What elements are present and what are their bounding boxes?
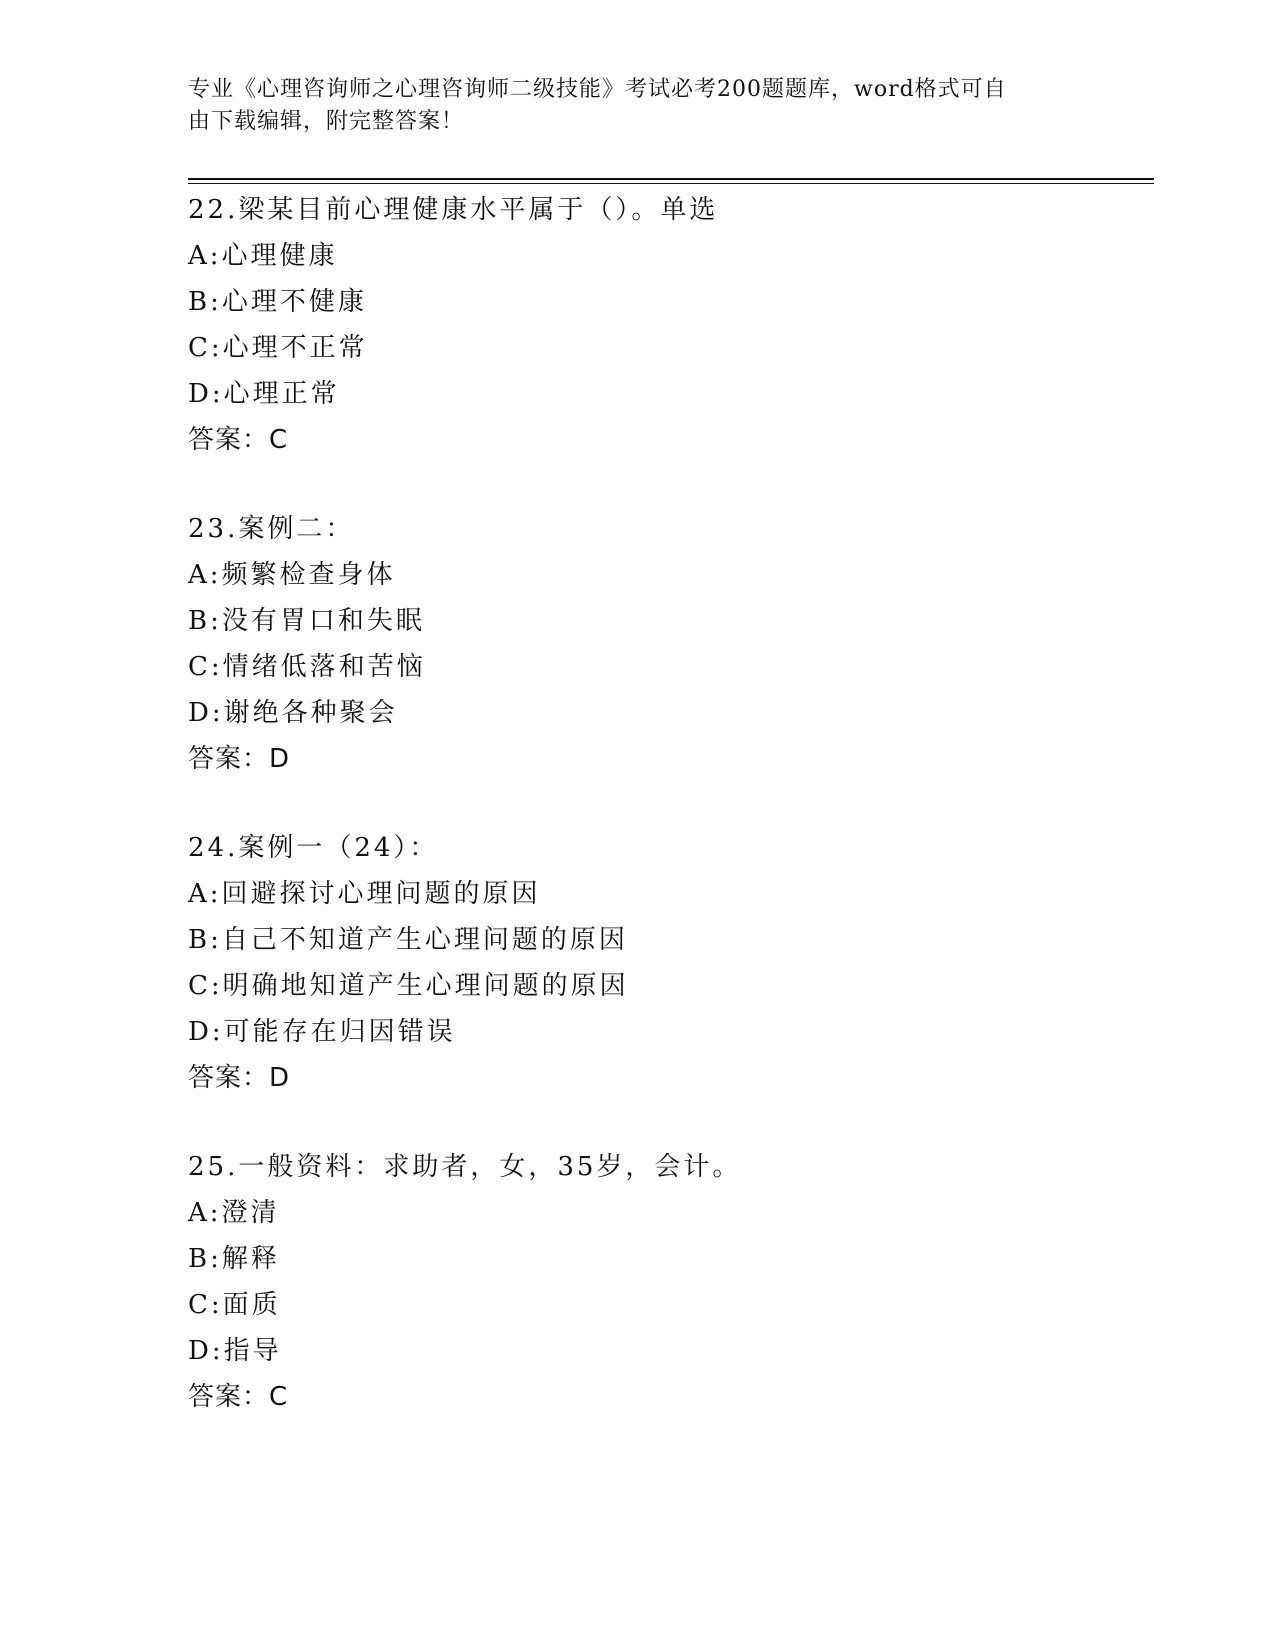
question-stem: 25.一般资料：求助者，女，35岁，会计。 xyxy=(188,1152,742,1182)
option-d: D:心理正常 xyxy=(188,379,340,409)
question-25 xyxy=(188,1144,1154,1420)
option-a: A:心理健康 xyxy=(188,241,338,271)
option-d: D:指导 xyxy=(188,1336,282,1366)
option-b: B:自己不知道产生心理问题的原因 xyxy=(188,925,628,955)
header-divider-thick xyxy=(188,178,1154,180)
option-d: D:谢绝各种聚会 xyxy=(188,698,398,728)
option-b: B:心理不健康 xyxy=(188,287,367,317)
question-stem: 22.梁某目前心理健康水平属于（）。单选 xyxy=(188,195,719,225)
document-header xyxy=(188,74,1068,138)
answer: 答案：C xyxy=(188,1382,289,1412)
answer: 答案：D xyxy=(188,1063,291,1093)
answer: 答案：D xyxy=(188,744,291,774)
answer: 答案：C xyxy=(188,425,289,455)
question-22 xyxy=(188,187,1154,463)
question-23 xyxy=(188,506,1154,782)
option-b: B:解释 xyxy=(188,1244,280,1274)
header-line-1: 专业《心理咨询师之心理咨询师二级技能》考试必考200题题库，word格式可自 xyxy=(188,77,1007,102)
option-a: A:频繁检查身体 xyxy=(188,560,396,590)
question-24 xyxy=(188,825,1154,1101)
option-d: D:可能存在归因错误 xyxy=(188,1017,456,1047)
option-c: C:情绪低落和苦恼 xyxy=(188,652,426,682)
option-a: A:回避探讨心理问题的原因 xyxy=(188,879,541,909)
question-list xyxy=(188,187,1154,1463)
option-b: B:没有胃口和失眠 xyxy=(188,606,425,636)
option-a: A:澄清 xyxy=(188,1198,280,1228)
option-c: C:明确地知道产生心理问题的原因 xyxy=(188,971,629,1001)
header-line-2: 由下载编辑，附完整答案！ xyxy=(188,109,465,134)
option-c: C:面质 xyxy=(188,1290,281,1320)
option-c: C:心理不正常 xyxy=(188,333,368,363)
question-stem: 24.案例一（24）： xyxy=(188,833,439,863)
header-divider-thin xyxy=(188,183,1154,184)
question-stem: 23.案例二： xyxy=(188,514,355,544)
